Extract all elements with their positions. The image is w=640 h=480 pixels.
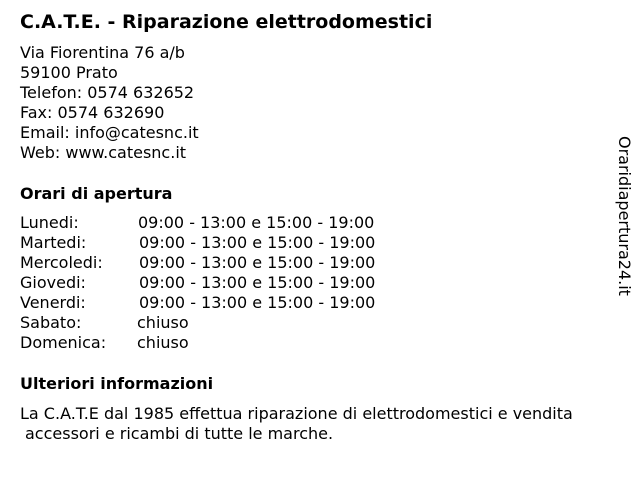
description-line: accessori e ricambi di tutte le marche. xyxy=(25,424,334,443)
opening-hours-heading: Orari di apertura xyxy=(20,184,173,203)
hours-time: chiuso xyxy=(137,313,189,332)
hours-day: Venerdi: xyxy=(20,293,86,312)
hours-row-thursday xyxy=(20,273,440,293)
description-line: La C.A.T.E dal 1985 effettua riparazione di elettrodomestici e vendita xyxy=(20,404,573,423)
hours-row-sunday xyxy=(20,333,440,353)
hours-day: Martedi: xyxy=(20,233,87,252)
address-line: Via Fiorentina 76 a/b xyxy=(20,43,185,62)
hours-row-monday xyxy=(20,213,440,233)
hours-time: 09:00 - 13:00 e 15:00 - 19:00 xyxy=(139,293,376,312)
hours-day: Giovedi: xyxy=(20,273,86,292)
hours-day: Sabato: xyxy=(20,313,82,332)
site-watermark xyxy=(612,136,636,312)
phone-line: Telefon: 0574 632652 xyxy=(20,83,195,102)
contact-block xyxy=(20,43,199,163)
web-line: Web: www.catesnc.it xyxy=(20,143,187,162)
hours-day: Lunedi: xyxy=(20,213,79,232)
city-line: 59100 Prato xyxy=(20,63,118,82)
fax-line: Fax: 0574 632690 xyxy=(20,103,165,122)
hours-day: Mercoledi: xyxy=(20,253,103,272)
hours-row-wednesday xyxy=(20,253,440,273)
hours-row-friday xyxy=(20,293,440,313)
watermark-text: Oraridiapertura24.it xyxy=(615,136,634,296)
hours-row-tuesday xyxy=(20,233,440,253)
opening-hours-table xyxy=(20,213,440,353)
hours-row-saturday xyxy=(20,313,440,333)
hours-time: 09:00 - 13:00 e 15:00 - 19:00 xyxy=(139,253,376,272)
hours-day: Domenica: xyxy=(20,333,107,352)
hours-time: chiuso xyxy=(137,333,189,352)
more-info-heading: Ulteriori informazioni xyxy=(20,374,214,393)
hours-time: 09:00 - 13:00 e 15:00 - 19:00 xyxy=(139,233,376,252)
business-title: C.A.T.E. - Riparazione elettrodomestici xyxy=(20,11,433,33)
hours-time: 09:00 - 13:00 e 15:00 - 19:00 xyxy=(138,213,375,232)
email-line: Email: info@catesnc.it xyxy=(20,123,199,142)
hours-time: 09:00 - 13:00 e 15:00 - 19:00 xyxy=(139,273,376,292)
business-description xyxy=(20,404,625,444)
